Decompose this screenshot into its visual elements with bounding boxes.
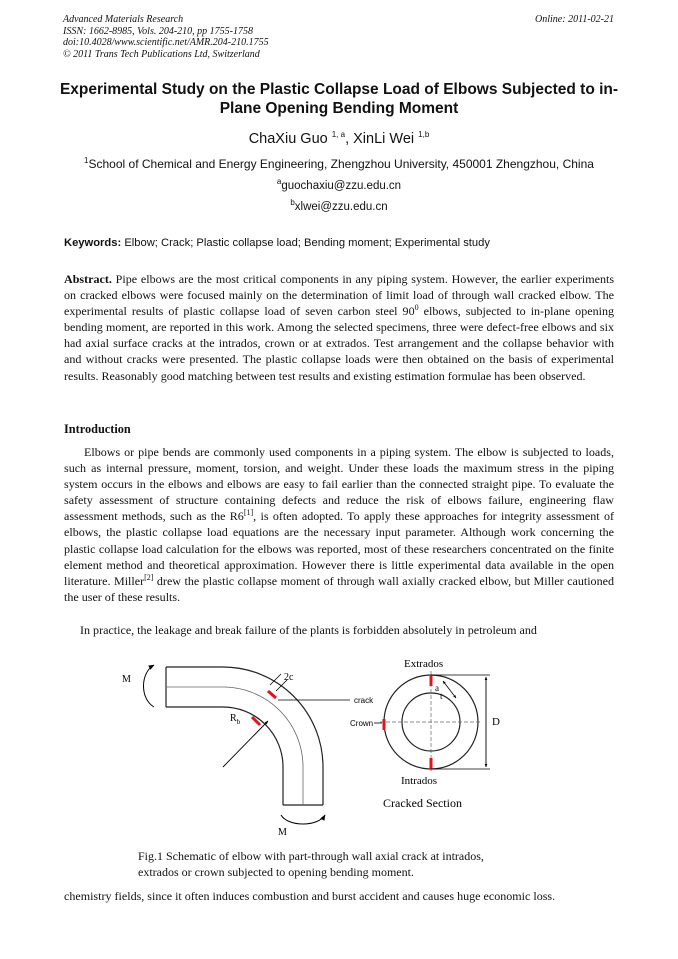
- doi: doi:10.4028/www.scientific.net/AMR.204-210.1755: [63, 37, 269, 48]
- email-text: xlwei@zzu.edu.cn: [294, 201, 388, 213]
- intro-paragraph-2: In practice, the leakage and break failure of the plants is forbidden absolutely in petroleum and: [80, 623, 537, 637]
- issn: ISSN: 1662-8985, Vols. 204-210, pp 1755-1758: [63, 25, 253, 37]
- affiliation-text: School of Chemical and Energy Engineering, Zhengzhou University, 450001 Zhengzhou, China: [88, 157, 594, 171]
- caption-line-2: extrados or crown subjected to opening bending moment.: [138, 865, 414, 879]
- intrados-label: Intrados: [401, 775, 438, 787]
- degree-sup: 0: [414, 303, 419, 313]
- crown-label: Crown: [350, 719, 374, 728]
- author-name: XinLi Wei: [353, 131, 415, 147]
- author-name: ChaXiu Guo: [248, 131, 328, 147]
- abstract-text: Pipe elbows are the most critical components in any piping system. However, the earlier experiments on cracked elbows were focused mainly on the determination of limit load of through wall cracked elbow. The experimental results of plastic collapse load of seven carbon steel 90: [64, 272, 615, 319]
- author-sup: 1, a: [331, 130, 346, 140]
- online-date: Online: 2011-02-21: [535, 14, 614, 25]
- moment-arrow-bottom: [281, 815, 325, 824]
- radius-line: [223, 721, 268, 767]
- caption-line-1: Fig.1 Schematic of elbow with part-through wall axial crack at intrados,: [138, 849, 484, 863]
- email-text: guochaxiu@zzu.edu.cn: [281, 180, 402, 192]
- moment-label-bottom: M: [278, 827, 287, 838]
- email-a: [40, 177, 638, 192]
- cracked-section: [380, 671, 482, 773]
- diameter-label: D: [492, 716, 500, 728]
- elbow-outline: [166, 667, 323, 805]
- email-sup: a: [276, 177, 282, 187]
- keywords-text: Elbow; Crack; Plastic collapse load; Bending moment; Experimental study: [124, 237, 490, 249]
- author-sup: 1,b: [418, 130, 430, 140]
- depth-a-label: a: [435, 683, 439, 693]
- journal-header: [63, 14, 269, 60]
- moment-arrow-left: [144, 665, 155, 707]
- section-heading: Introduction: [64, 422, 131, 436]
- abstract: [64, 271, 614, 384]
- cracked-section-label: Cracked Section: [383, 796, 462, 810]
- body-text-continued: chemistry fields, since it often induces combustion and burst accident and causes huge economic loss.: [64, 889, 556, 903]
- keywords: [64, 237, 490, 249]
- crack-mark-extrados: [268, 691, 276, 698]
- email-sup: b: [290, 198, 295, 208]
- citation-ref: [2]: [144, 572, 154, 582]
- paper-title: Experimental Study on the Plastic Collapse Load of Elbows Subjected to in-Plane Opening Bending Moment: [59, 81, 619, 117]
- journal-name: Advanced Materials Research: [63, 14, 184, 25]
- affiliation: [40, 157, 638, 171]
- elbow-schematic-figure: [118, 655, 498, 845]
- dim-2c-label: 2c: [284, 672, 294, 683]
- affiliation-sup: 1: [84, 156, 89, 165]
- email-b: [40, 198, 638, 213]
- copyright: © 2011 Trans Tech Publications Ltd, Switzerland: [63, 48, 260, 60]
- keywords-label: Keywords:: [64, 237, 122, 249]
- extrados-label: Extrados: [404, 658, 444, 670]
- figure-caption: [138, 848, 558, 880]
- intro-paragraph-1: Elbows or pipe bends are commonly used components in a piping system. The elbow is subjected to loads, such as internal pressure, moment, torsion, and weight. Under these loads the maximum stress in the piping system occurs in the elbows and elbows are easy to fail earlier than the connected straight pipe. To evaluate the safety assessment of structure containing defects and reduce the risk of elbows failure, engineering flaw assessment methods, such as the R6[1], is often adopted. To apply these approaches for integrity assessment of elbows, the plastic collapse load equations are the necessary input parameter. Although work concerning the plastic collapse load calculation for the elbows was reported, most of these researchers concentrated on the finite element method and theoretical approximation. However there is little experimental data available in the open literature. Miller[2] drew the plastic collapse moment of through wall axially cracked elbow, but Miller cautioned the user of these results.: [64, 445, 614, 604]
- author-list: ChaXiu Guo $^{1, a}$, XinLi Wei $^{1,b}$: [248, 130, 430, 147]
- abstract-label: Abstract.: [64, 272, 112, 286]
- abstract-text-2: elbows, subjected to in-plane opening bending moment, are reported in this work. Among the selected specimens, three were defect-free elbows and six had axial surface cracks at the intrados, crown or at extrados. Test arrangement and the collapse behavior with and without cracks were presented. The plastic collapse loads were then obtained on the basis of experimental results. Reasonably good matching between test results and existing estimation formulae has been observed.: [64, 304, 614, 383]
- citation-ref: [1]: [243, 508, 254, 518]
- rb-label: $R_b$: [230, 713, 241, 726]
- moment-label-left: M: [122, 674, 131, 685]
- thickness-t-label: t: [440, 691, 443, 701]
- crack-label: crack: [354, 696, 374, 705]
